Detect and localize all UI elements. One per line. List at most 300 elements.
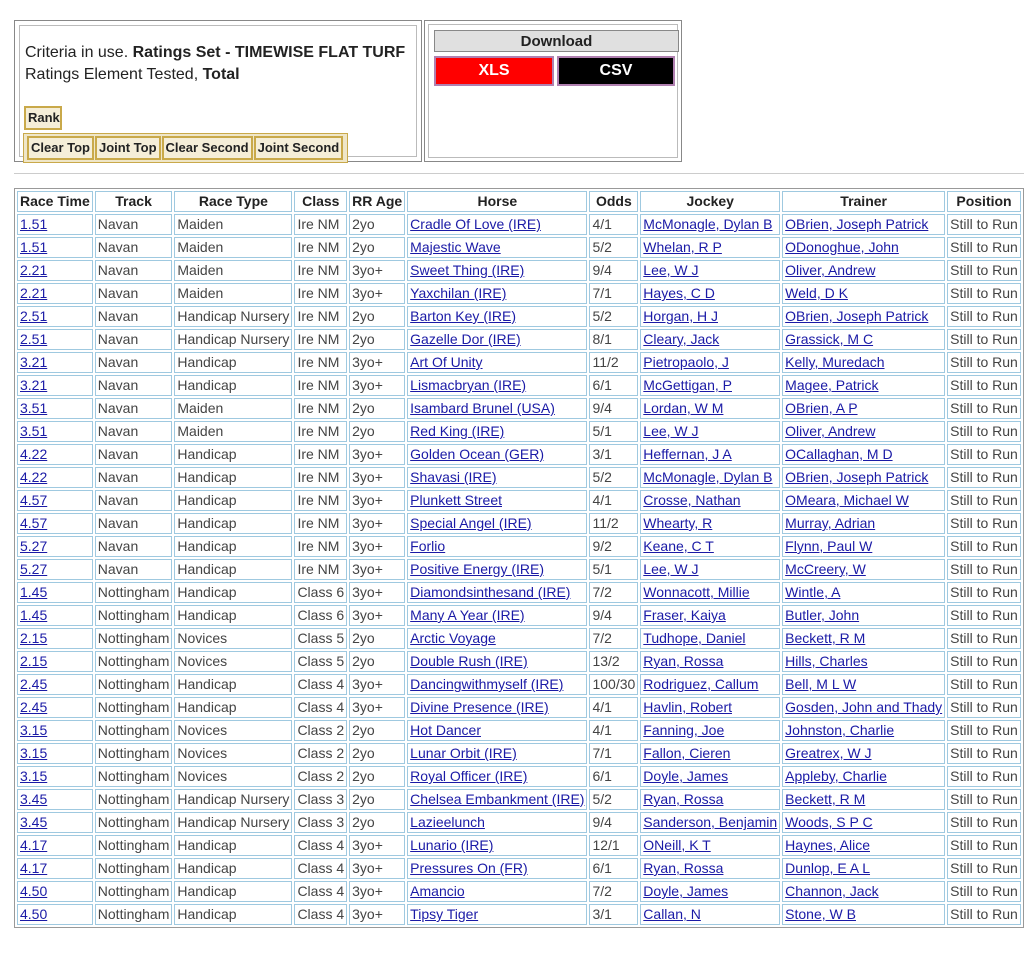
download-panel <box>424 20 682 162</box>
cell-race-type: Novices <box>174 743 292 764</box>
download-csv-button[interactable]: CSV <box>557 56 675 86</box>
cell-odds: 3/1 <box>589 904 638 925</box>
trainer-link[interactable]: Magee, Patrick <box>785 377 879 393</box>
race-time-link[interactable]: 2.21 <box>20 285 48 301</box>
horse-link[interactable]: Arctic Voyage <box>410 630 496 646</box>
cell-trainer <box>782 789 945 810</box>
cell-horse <box>407 812 587 833</box>
jockey-link[interactable]: Whelan, R P <box>643 239 722 255</box>
download-xls-button[interactable]: XLS <box>434 56 554 86</box>
trainer-link[interactable]: Hills, Charles <box>785 653 868 669</box>
horse-link[interactable]: Positive Energy (IRE) <box>410 561 544 577</box>
trainer-link[interactable]: Weld, D K <box>785 285 848 301</box>
cell-race-time <box>17 237 93 258</box>
jockey-link[interactable]: Wonnacott, Millie <box>643 584 750 600</box>
cell-track: Nottingham <box>95 628 173 649</box>
table-row <box>17 697 1021 718</box>
cell-trainer <box>782 835 945 856</box>
race-time-link[interactable]: 1.45 <box>20 584 48 600</box>
jockey-link[interactable]: McMonagle, Dylan B <box>643 216 773 232</box>
race-time-link[interactable]: 2.21 <box>20 262 48 278</box>
cell-class: Ire NM <box>294 260 347 281</box>
cell-rr-age: 3yo+ <box>349 375 405 396</box>
cell-race-time <box>17 674 93 695</box>
cell-position: Still to Run <box>947 628 1021 649</box>
race-time-link[interactable]: 1.51 <box>20 239 48 255</box>
trainer-link[interactable]: Beckett, R M <box>785 791 866 807</box>
cell-jockey <box>640 881 780 902</box>
cell-position: Still to Run <box>947 720 1021 741</box>
race-time-link[interactable]: 2.51 <box>20 308 48 324</box>
trainer-link[interactable]: Wintle, A <box>785 584 841 600</box>
cell-odds: 5/1 <box>589 421 638 442</box>
cell-track: Navan <box>95 306 173 327</box>
cell-rr-age: 3yo+ <box>349 283 405 304</box>
jockey-link[interactable]: Fanning, Joe <box>643 722 725 738</box>
cell-horse <box>407 260 587 281</box>
cell-race-type: Handicap <box>174 835 292 856</box>
trainer-link[interactable]: Grassick, M C <box>785 331 874 347</box>
filter-button-row <box>23 133 348 163</box>
cell-race-type: Handicap <box>174 582 292 603</box>
horse-link[interactable]: Majestic Wave <box>410 239 501 255</box>
horse-link[interactable]: Plunkett Street <box>410 492 502 508</box>
cell-class: Ire NM <box>294 214 347 235</box>
cell-odds: 4/1 <box>589 697 638 718</box>
cell-race-type: Novices <box>174 651 292 672</box>
cell-class: Class 4 <box>294 835 347 856</box>
cell-trainer <box>782 237 945 258</box>
trainer-link[interactable]: Oliver, Andrew <box>785 423 876 439</box>
clear-top-button[interactable]: Clear Top <box>27 136 94 160</box>
cell-race-type: Handicap <box>174 697 292 718</box>
header-trainer: Trainer <box>782 191 945 212</box>
trainer-link[interactable]: Dunlop, E A L <box>785 860 871 876</box>
cell-jockey <box>640 720 780 741</box>
cell-odds: 5/2 <box>589 306 638 327</box>
trainer-link[interactable]: Appleby, Charlie <box>785 768 887 784</box>
cell-jockey <box>640 260 780 281</box>
cell-odds: 7/1 <box>589 743 638 764</box>
results-table <box>14 188 1024 928</box>
horse-link[interactable]: Cradle Of Love (IRE) <box>410 216 541 232</box>
cell-trainer <box>782 260 945 281</box>
jockey-link[interactable]: Heffernan, J A <box>643 446 732 462</box>
cell-rr-age: 3yo+ <box>349 674 405 695</box>
cell-horse <box>407 444 587 465</box>
cell-race-type: Maiden <box>174 398 292 419</box>
cell-track: Nottingham <box>95 858 173 879</box>
jockey-link[interactable]: Fraser, Kaiya <box>643 607 726 623</box>
cell-position: Still to Run <box>947 559 1021 580</box>
cell-position: Still to Run <box>947 513 1021 534</box>
table-row <box>17 743 1021 764</box>
jockey-link[interactable]: McMonagle, Dylan B <box>643 469 773 485</box>
table-row <box>17 421 1021 442</box>
cell-position: Still to Run <box>947 582 1021 603</box>
jockey-link[interactable]: Cleary, Jack <box>643 331 720 347</box>
trainer-link[interactable]: Murray, Adrian <box>785 515 876 531</box>
jockey-link[interactable]: Horgan, H J <box>643 308 718 324</box>
horse-link[interactable]: Lismacbryan (IRE) <box>410 377 527 393</box>
jockey-link[interactable]: Hayes, C D <box>643 285 715 301</box>
trainer-link[interactable]: Haynes, Alice <box>785 837 870 853</box>
jockey-link[interactable]: Ryan, Rossa <box>643 860 724 876</box>
cell-track: Navan <box>95 398 173 419</box>
horse-link[interactable]: Lazieelunch <box>410 814 485 830</box>
cell-odds: 9/4 <box>589 605 638 626</box>
race-time-link[interactable]: 3.45 <box>20 791 48 807</box>
header-jockey: Jockey <box>640 191 780 212</box>
cell-race-time <box>17 789 93 810</box>
cell-track: Navan <box>95 375 173 396</box>
cell-race-time <box>17 835 93 856</box>
cell-class: Ire NM <box>294 444 347 465</box>
horse-link[interactable]: Chelsea Embankment (IRE) <box>410 791 585 807</box>
cell-race-time <box>17 904 93 925</box>
table-row <box>17 812 1021 833</box>
cell-jockey <box>640 674 780 695</box>
cell-horse <box>407 605 587 626</box>
trainer-link[interactable]: Kelly, Muredach <box>785 354 885 370</box>
horse-link[interactable]: Pressures On (FR) <box>410 860 528 876</box>
horse-link[interactable]: Red King (IRE) <box>410 423 505 439</box>
table-row <box>17 306 1021 327</box>
horse-link[interactable]: Royal Officer (IRE) <box>410 768 528 784</box>
horse-link[interactable]: Yaxchilan (IRE) <box>410 285 507 301</box>
horse-link[interactable]: Dancingwithmyself (IRE) <box>410 676 564 692</box>
cell-trainer <box>782 720 945 741</box>
jockey-link[interactable]: Whearty, R <box>643 515 713 531</box>
cell-odds: 5/2 <box>589 237 638 258</box>
rank-button[interactable]: Rank <box>24 106 62 130</box>
cell-jockey <box>640 605 780 626</box>
joint-top-button[interactable]: Joint Top <box>95 136 161 160</box>
horse-link[interactable]: Lunar Orbit (IRE) <box>410 745 517 761</box>
race-time-link[interactable]: 3.21 <box>20 354 48 370</box>
trainer-link[interactable]: McCreery, W <box>785 561 866 577</box>
race-time-link[interactable]: 4.17 <box>20 837 48 853</box>
jockey-link[interactable]: Lordan, W M <box>643 400 724 416</box>
horse-link[interactable]: Many A Year (IRE) <box>410 607 525 623</box>
cell-rr-age: 2yo <box>349 651 405 672</box>
cell-class: Class 5 <box>294 628 347 649</box>
cell-track: Navan <box>95 237 173 258</box>
trainer-link[interactable]: Oliver, Andrew <box>785 262 876 278</box>
trainer-link[interactable]: Johnston, Charlie <box>785 722 895 738</box>
jockey-link[interactable]: Crosse, Nathan <box>643 492 741 508</box>
cell-rr-age: 2yo <box>349 214 405 235</box>
race-time-link[interactable]: 3.45 <box>20 814 48 830</box>
table-row <box>17 651 1021 672</box>
element-prefix: Ratings Element Tested, <box>25 66 199 83</box>
cell-jockey <box>640 536 780 557</box>
cell-race-type: Handicap <box>174 352 292 373</box>
jockey-link[interactable]: Doyle, James <box>643 883 729 899</box>
cell-race-time <box>17 812 93 833</box>
cell-track: Navan <box>95 214 173 235</box>
cell-rr-age: 3yo+ <box>349 881 405 902</box>
cell-odds: 4/1 <box>589 490 638 511</box>
jockey-link[interactable]: Lee, W J <box>643 262 699 278</box>
race-time-link[interactable]: 1.51 <box>20 216 48 232</box>
cell-jockey <box>640 375 780 396</box>
cell-trainer <box>782 329 945 350</box>
horse-link[interactable]: Sweet Thing (IRE) <box>410 262 525 278</box>
race-time-link[interactable]: 2.15 <box>20 653 48 669</box>
trainer-link[interactable]: Bell, M L W <box>785 676 857 692</box>
trainer-link[interactable]: Beckett, R M <box>785 630 866 646</box>
cell-odds: 100/30 <box>589 674 638 695</box>
race-time-link[interactable]: 5.27 <box>20 538 48 554</box>
horse-link[interactable]: Tipsy Tiger <box>410 906 479 922</box>
cell-position: Still to Run <box>947 283 1021 304</box>
race-time-link[interactable]: 1.45 <box>20 607 48 623</box>
trainer-link[interactable]: ODonoghue, John <box>785 239 899 255</box>
jockey-link[interactable]: Keane, C T <box>643 538 714 554</box>
horse-link[interactable]: Forlio <box>410 538 446 554</box>
cell-race-time <box>17 536 93 557</box>
race-time-link[interactable]: 3.51 <box>20 400 48 416</box>
trainer-link[interactable]: Greatrex, W J <box>785 745 872 761</box>
cell-jockey <box>640 214 780 235</box>
cell-odds: 7/2 <box>589 582 638 603</box>
cell-class: Class 3 <box>294 812 347 833</box>
cell-race-type: Novices <box>174 720 292 741</box>
trainer-link[interactable]: Butler, John <box>785 607 860 623</box>
cell-horse <box>407 582 587 603</box>
cell-track: Nottingham <box>95 582 173 603</box>
horse-link[interactable]: Golden Ocean (GER) <box>410 446 545 462</box>
cell-horse <box>407 421 587 442</box>
jockey-link[interactable]: Pietropaolo, J <box>643 354 729 370</box>
trainer-link[interactable]: OBrien, Joseph Patrick <box>785 216 929 232</box>
trainer-link[interactable]: OBrien, Joseph Patrick <box>785 469 929 485</box>
cell-rr-age: 2yo <box>349 812 405 833</box>
jockey-link[interactable]: Callan, N <box>643 906 701 922</box>
table-row <box>17 352 1021 373</box>
cell-trainer <box>782 214 945 235</box>
trainer-link[interactable]: OBrien, Joseph Patrick <box>785 308 929 324</box>
horse-link[interactable]: Hot Dancer <box>410 722 481 738</box>
cell-class: Ire NM <box>294 467 347 488</box>
cell-horse <box>407 697 587 718</box>
cell-race-time <box>17 605 93 626</box>
cell-odds: 3/1 <box>589 444 638 465</box>
cell-jockey <box>640 513 780 534</box>
jockey-link[interactable]: Fallon, Cieren <box>643 745 731 761</box>
jockey-link[interactable]: Rodriguez, Callum <box>643 676 759 692</box>
cell-position: Still to Run <box>947 352 1021 373</box>
cell-rr-age: 3yo+ <box>349 490 405 511</box>
cell-odds: 8/1 <box>589 329 638 350</box>
table-row <box>17 237 1021 258</box>
horse-link[interactable]: Art Of Unity <box>410 354 483 370</box>
race-time-link[interactable]: 3.15 <box>20 768 48 784</box>
cell-race-type: Handicap <box>174 490 292 511</box>
cell-horse <box>407 398 587 419</box>
cell-jockey <box>640 398 780 419</box>
criteria-inner <box>19 25 417 157</box>
cell-position: Still to Run <box>947 467 1021 488</box>
cell-class: Ire NM <box>294 513 347 534</box>
cell-trainer <box>782 904 945 925</box>
cell-position: Still to Run <box>947 329 1021 350</box>
race-time-link[interactable]: 3.15 <box>20 745 48 761</box>
jockey-link[interactable]: Tudhope, Daniel <box>643 630 746 646</box>
trainer-link[interactable]: OMeara, Michael W <box>785 492 909 508</box>
trainer-link[interactable]: Stone, W B <box>785 906 856 922</box>
table-row <box>17 835 1021 856</box>
horse-link[interactable]: Amancio <box>410 883 465 899</box>
cell-race-type: Handicap Nursery <box>174 329 292 350</box>
cell-position: Still to Run <box>947 651 1021 672</box>
cell-race-type: Handicap <box>174 444 292 465</box>
race-time-link[interactable]: 3.21 <box>20 377 48 393</box>
cell-rr-age: 3yo+ <box>349 858 405 879</box>
horse-link[interactable]: Gazelle Dor (IRE) <box>410 331 521 347</box>
cell-trainer <box>782 306 945 327</box>
race-time-link[interactable]: 4.50 <box>20 906 48 922</box>
cell-odds: 7/2 <box>589 628 638 649</box>
cell-track: Navan <box>95 329 173 350</box>
cell-horse <box>407 490 587 511</box>
jockey-link[interactable]: Ryan, Rossa <box>643 791 724 807</box>
cell-race-time <box>17 743 93 764</box>
cell-trainer <box>782 467 945 488</box>
cell-rr-age: 2yo <box>349 789 405 810</box>
cell-trainer <box>782 766 945 787</box>
race-time-link[interactable]: 2.15 <box>20 630 48 646</box>
cell-rr-age: 2yo <box>349 421 405 442</box>
cell-track: Nottingham <box>95 674 173 695</box>
race-time-link[interactable]: 3.15 <box>20 722 48 738</box>
cell-track: Navan <box>95 444 173 465</box>
horse-link[interactable]: Double Rush (IRE) <box>410 653 528 669</box>
cell-race-time <box>17 421 93 442</box>
horse-link[interactable]: Shavasi (IRE) <box>410 469 497 485</box>
joint-second-button[interactable]: Joint Second <box>254 136 344 160</box>
cell-rr-age: 3yo+ <box>349 536 405 557</box>
cell-horse <box>407 467 587 488</box>
trainer-link[interactable]: Flynn, Paul W <box>785 538 873 554</box>
header-race-type: Race Type <box>174 191 292 212</box>
cell-race-type: Handicap <box>174 375 292 396</box>
cell-race-time <box>17 490 93 511</box>
jockey-link[interactable]: Doyle, James <box>643 768 729 784</box>
cell-position: Still to Run <box>947 674 1021 695</box>
trainer-link[interactable]: Channon, Jack <box>785 883 879 899</box>
race-time-link[interactable]: 4.50 <box>20 883 48 899</box>
table-row <box>17 260 1021 281</box>
horse-link[interactable]: Lunario (IRE) <box>410 837 494 853</box>
cell-horse <box>407 789 587 810</box>
cell-rr-age: 2yo <box>349 237 405 258</box>
cell-track: Nottingham <box>95 766 173 787</box>
cell-track: Navan <box>95 260 173 281</box>
cell-position: Still to Run <box>947 766 1021 787</box>
jockey-link[interactable]: ONeill, K T <box>643 837 711 853</box>
cell-jockey <box>640 789 780 810</box>
cell-jockey <box>640 283 780 304</box>
cell-track: Nottingham <box>95 881 173 902</box>
cell-jockey <box>640 559 780 580</box>
horse-link[interactable]: Barton Key (IRE) <box>410 308 516 324</box>
race-time-link[interactable]: 4.22 <box>20 469 48 485</box>
cell-track: Navan <box>95 513 173 534</box>
cell-class: Ire NM <box>294 306 347 327</box>
race-time-link[interactable]: 2.45 <box>20 699 48 715</box>
horse-link[interactable]: Isambard Brunel (USA) <box>410 400 555 416</box>
cell-position: Still to Run <box>947 605 1021 626</box>
clear-second-button[interactable]: Clear Second <box>162 136 253 160</box>
race-time-link[interactable]: 3.51 <box>20 423 48 439</box>
race-time-link[interactable]: 4.57 <box>20 515 48 531</box>
cell-jockey <box>640 444 780 465</box>
cell-horse <box>407 858 587 879</box>
race-time-link[interactable]: 2.45 <box>20 676 48 692</box>
race-time-link[interactable]: 4.57 <box>20 492 48 508</box>
header-race-time: Race Time <box>17 191 93 212</box>
cell-race-type: Maiden <box>174 260 292 281</box>
trainer-link[interactable]: OCallaghan, M D <box>785 446 893 462</box>
cell-odds: 4/1 <box>589 720 638 741</box>
jockey-link[interactable]: Lee, W J <box>643 561 699 577</box>
cell-class: Class 2 <box>294 766 347 787</box>
cell-position: Still to Run <box>947 812 1021 833</box>
horse-link[interactable]: Divine Presence (IRE) <box>410 699 549 715</box>
jockey-link[interactable]: Havlin, Robert <box>643 699 732 715</box>
cell-trainer <box>782 444 945 465</box>
cell-horse <box>407 283 587 304</box>
cell-trainer <box>782 398 945 419</box>
table-row <box>17 881 1021 902</box>
race-time-link[interactable]: 2.51 <box>20 331 48 347</box>
cell-trainer <box>782 536 945 557</box>
cell-rr-age: 2yo <box>349 306 405 327</box>
table-row <box>17 467 1021 488</box>
cell-horse <box>407 375 587 396</box>
horse-link[interactable]: Diamondsinthesand (IRE) <box>410 584 571 600</box>
table-row <box>17 444 1021 465</box>
cell-horse <box>407 881 587 902</box>
table-row <box>17 720 1021 741</box>
horse-link[interactable]: Special Angel (IRE) <box>410 515 532 531</box>
race-time-link[interactable]: 4.17 <box>20 860 48 876</box>
header-track: Track <box>95 191 173 212</box>
trainer-link[interactable]: Woods, S P C <box>785 814 873 830</box>
table-row <box>17 283 1021 304</box>
element-value: Total <box>202 66 240 83</box>
jockey-link[interactable]: Ryan, Rossa <box>643 653 724 669</box>
jockey-link[interactable]: Sanderson, Benjamin <box>643 814 778 830</box>
cell-race-time <box>17 858 93 879</box>
jockey-link[interactable]: Lee, W J <box>643 423 699 439</box>
race-time-link[interactable]: 5.27 <box>20 561 48 577</box>
cell-race-type: Handicap <box>174 858 292 879</box>
race-time-link[interactable]: 4.22 <box>20 446 48 462</box>
trainer-link[interactable]: OBrien, A P <box>785 400 858 416</box>
trainer-link[interactable]: Gosden, John and Thady <box>785 699 943 715</box>
cell-odds: 5/2 <box>589 789 638 810</box>
jockey-link[interactable]: McGettigan, P <box>643 377 732 393</box>
cell-horse <box>407 835 587 856</box>
cell-rr-age: 2yo <box>349 743 405 764</box>
table-header-row <box>17 191 1021 212</box>
cell-trainer <box>782 352 945 373</box>
cell-race-time <box>17 329 93 350</box>
cell-jockey <box>640 835 780 856</box>
